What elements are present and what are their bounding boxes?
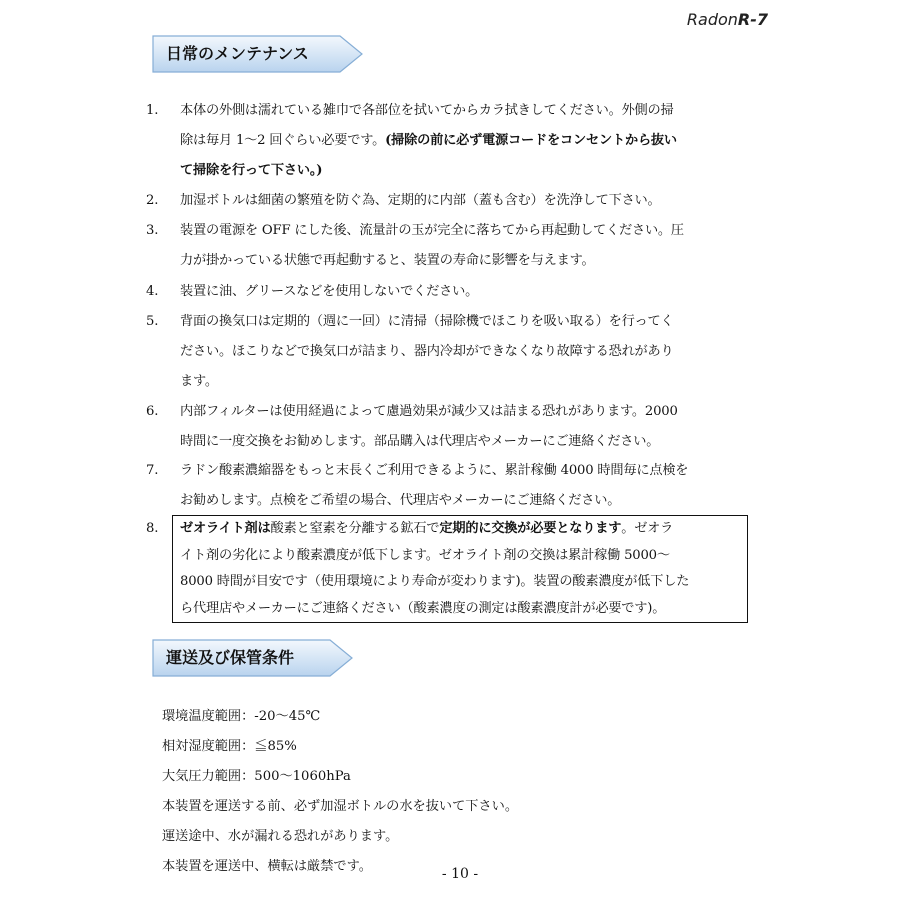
storage-conditions [162, 702, 518, 882]
item-line: 内部フィルターは使用経過によって慮過効果が減少又は詰まる恐れがあります。2000 [180, 404, 678, 419]
item-line: 装置の電源を OFF にした後、流量計の玉が完全に落ちてから再起動してください。圧 [180, 223, 684, 238]
item-line [180, 516, 756, 543]
item-line: 8000 時間が目安です（使用環境により寿命が変わります)。装置の酸素濃度が低下した [180, 574, 690, 589]
item-line [180, 156, 756, 186]
item-line: 時間に一度交換をお勧めします。部品購入は代理店やメーカーにご連絡ください。 [180, 434, 660, 449]
item-emphasis: 定期的に交換が必要となります [439, 521, 622, 536]
item-number: 7. [146, 463, 159, 478]
item-line: ます。 [180, 374, 218, 389]
brand-logo [687, 10, 768, 29]
item-line: お勧めします。点検をご希望の場合、代理店やメーカーにご連絡ください。 [180, 493, 621, 508]
item-line: 装置に油、グリースなどを使用しないでください。 [180, 284, 479, 299]
item-emphasis: ゼオライト剤は [180, 521, 271, 536]
item-emphasis: て掃除を行って下さい。) [180, 163, 323, 178]
item-line: ださい。ほこりなどで換気口が詰まり、器内冷却ができなくなり故障する恐れがあり [180, 344, 674, 359]
item-text: 酸素と窒素を分離する鉱石で [270, 521, 440, 536]
item-line: 加湿ボトルは細菌の繁殖を防ぐ為、定期的に内部（蓋も含む）を洗浄して下さい。 [180, 193, 661, 208]
item-text: 除は毎月 1～2 回ぐらい必要です。 [180, 133, 386, 148]
item-number: 1. [146, 103, 159, 118]
condition-line: 大気圧力範囲：500～1060hPa [162, 769, 351, 784]
condition-line: 運送途中、水が漏れる恐れがあります。 [162, 829, 399, 844]
item-line: イト剤の劣化により酸素濃度が低下します。ゼオライト剤の交換は累計稼働 5000～ [180, 547, 670, 563]
condition-line: 相対湿度範囲：≦85% [162, 739, 297, 754]
item-line: 力が掛かっている状態で再起動すると、装置の寿命に影響を与えます。 [180, 253, 595, 268]
item-line [180, 126, 756, 156]
item-line: 本体の外側は濡れている雑巾で各部位を拭いてからカラ拭きしてください。外側の掃 [180, 103, 674, 118]
item-line: ら代理店やメーカーにご連絡ください（酸素濃度の測定は酸素濃度計が必要です)。 [180, 600, 666, 616]
item-number: 2. [146, 193, 159, 208]
item-emphasis: (掃除の前に必ず電源コードをコンセントから抜い [385, 133, 677, 148]
item-number: 4. [146, 284, 159, 299]
section-title: 運送及び保管条件 [166, 648, 295, 667]
section-title: 日常のメンテナンス [166, 44, 309, 63]
condition-line: 本装置を運送中、横転は厳禁です。 [162, 859, 372, 874]
page-number: - 10 - [441, 866, 479, 882]
item-line: 背面の換気口は定期的（週に一回）に清掃（掃除機でほこりを吸い取る）を行ってく [180, 314, 674, 329]
brand-model: R-7 [737, 10, 768, 29]
brand-name: Radon [686, 10, 738, 29]
item-number: 8. [146, 521, 159, 536]
item-text: 。ゼオラ [621, 521, 674, 536]
item-line: ラドン酸素濃縮器をもっと末長くご利用できるように、累計稼働 4000 時間毎に点検を [180, 463, 689, 478]
section-banner-transport [152, 639, 352, 677]
section-banner-maintenance [152, 35, 362, 73]
item-number: 6. [146, 404, 159, 419]
condition-line: 環境温度範囲：-20～45℃ [162, 709, 321, 724]
item-number: 3. [146, 223, 159, 238]
condition-line: 本装置を運送する前、必ず加湿ボトルの水を抜いて下さい。 [162, 799, 519, 814]
item-number: 5. [146, 314, 159, 329]
